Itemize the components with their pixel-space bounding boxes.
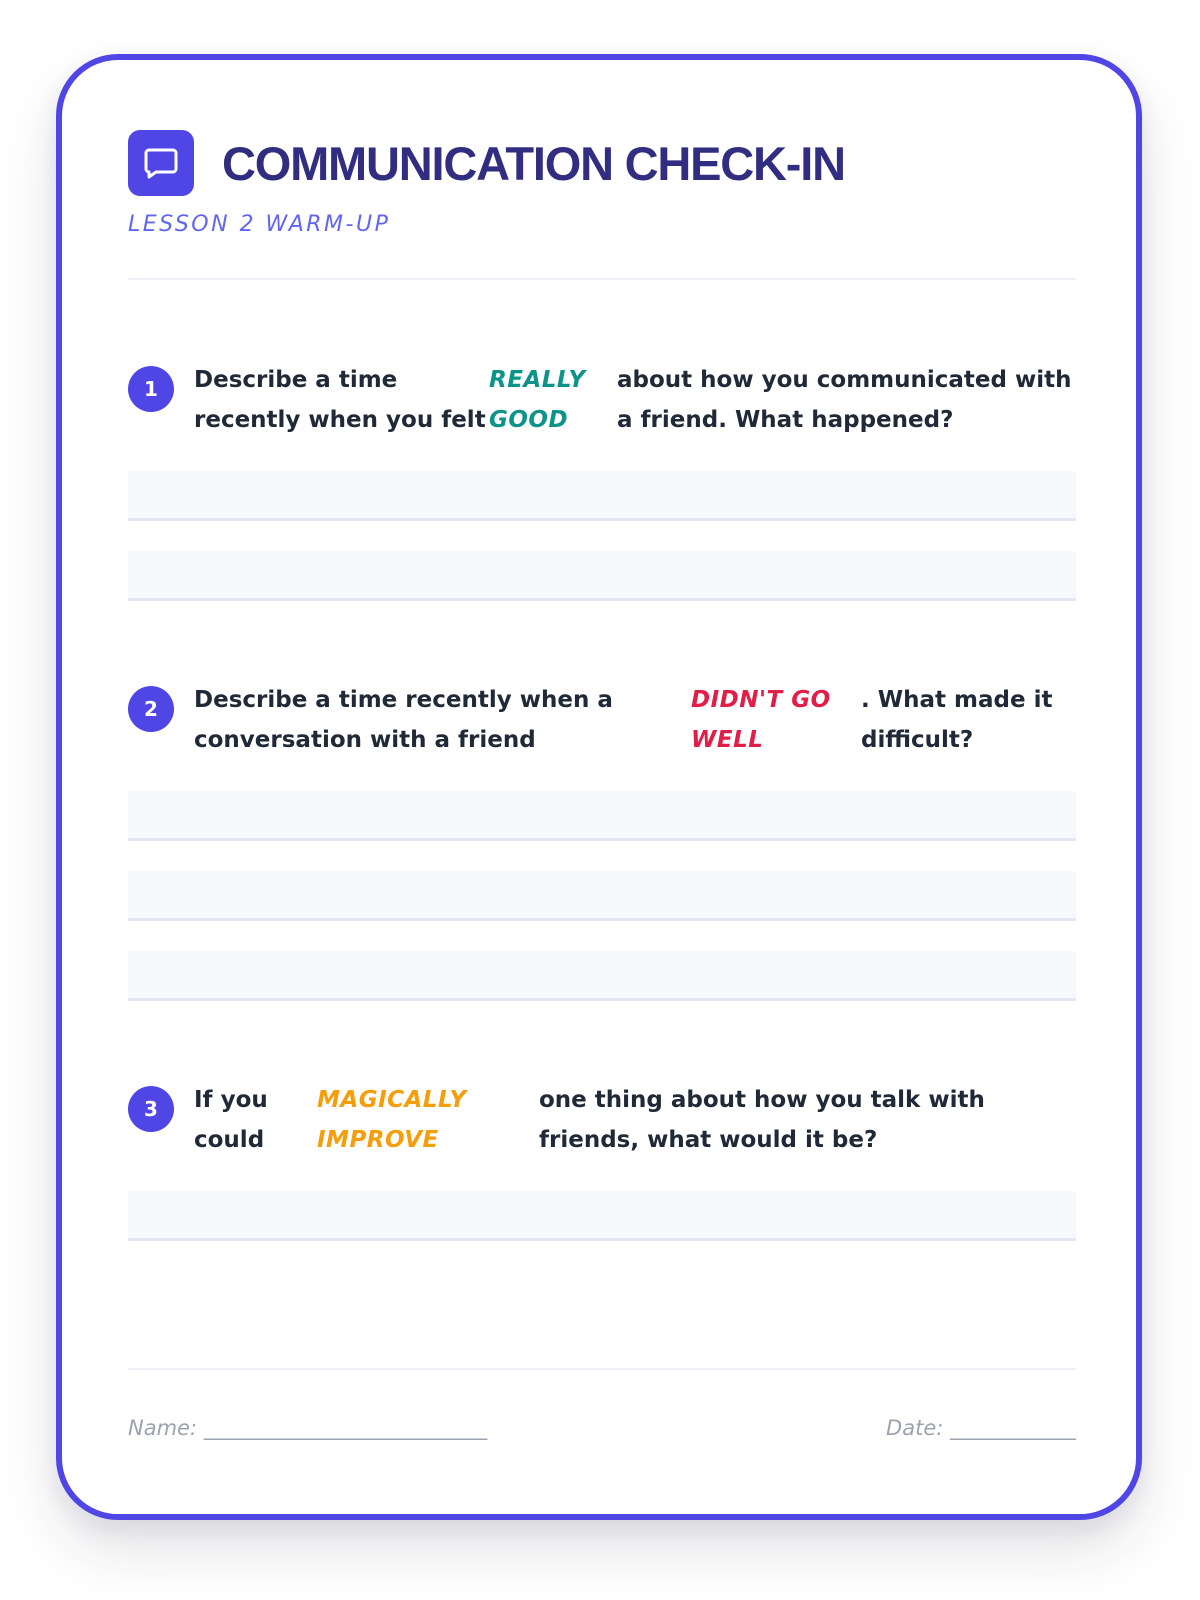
question-text bbox=[194, 680, 1076, 760]
question-text-after: about how you communicated with a friend. What happened? bbox=[617, 367, 1072, 433]
answer-line[interactable] bbox=[128, 951, 1076, 1001]
answer-line[interactable] bbox=[128, 551, 1076, 601]
name-field[interactable]: Name: ___________________________ bbox=[128, 1416, 488, 1440]
speech-bubble-icon bbox=[128, 130, 194, 196]
date-field[interactable]: Date: ____________ bbox=[886, 1416, 1076, 1440]
question-text-after: one thing about how you talk with friends, what would it be? bbox=[539, 1087, 985, 1153]
page-subtitle: LESSON 2 WARM-UP bbox=[128, 212, 391, 237]
footer-divider bbox=[128, 1368, 1076, 1370]
page-title: COMMUNICATION CHECK-IN bbox=[222, 136, 845, 190]
question-text bbox=[194, 360, 1076, 440]
question-text-before: Describe a time recently when you felt bbox=[194, 367, 486, 433]
header-divider bbox=[128, 278, 1076, 280]
header bbox=[128, 130, 845, 196]
question-highlight: REALLY GOOD bbox=[489, 367, 586, 433]
question-number: 1 bbox=[128, 366, 174, 412]
question-number: 2 bbox=[128, 686, 174, 732]
question-text-before: If you could bbox=[194, 1087, 268, 1153]
answer-line[interactable] bbox=[128, 471, 1076, 521]
question-highlight: DIDN'T GO WELL bbox=[691, 687, 831, 753]
worksheet-card bbox=[56, 54, 1142, 1520]
answer-line[interactable] bbox=[128, 1191, 1076, 1241]
question-number: 3 bbox=[128, 1086, 174, 1132]
worksheet-content bbox=[128, 60, 1076, 1514]
answer-line[interactable] bbox=[128, 871, 1076, 921]
question-text-after: . What made it difficult? bbox=[861, 687, 1053, 753]
answer-line[interactable] bbox=[128, 791, 1076, 841]
question-text-before: Describe a time recently when a conversation with a friend bbox=[194, 687, 613, 753]
question-highlight: MAGICALLY IMPROVE bbox=[317, 1087, 467, 1153]
question-text bbox=[194, 1080, 1076, 1160]
